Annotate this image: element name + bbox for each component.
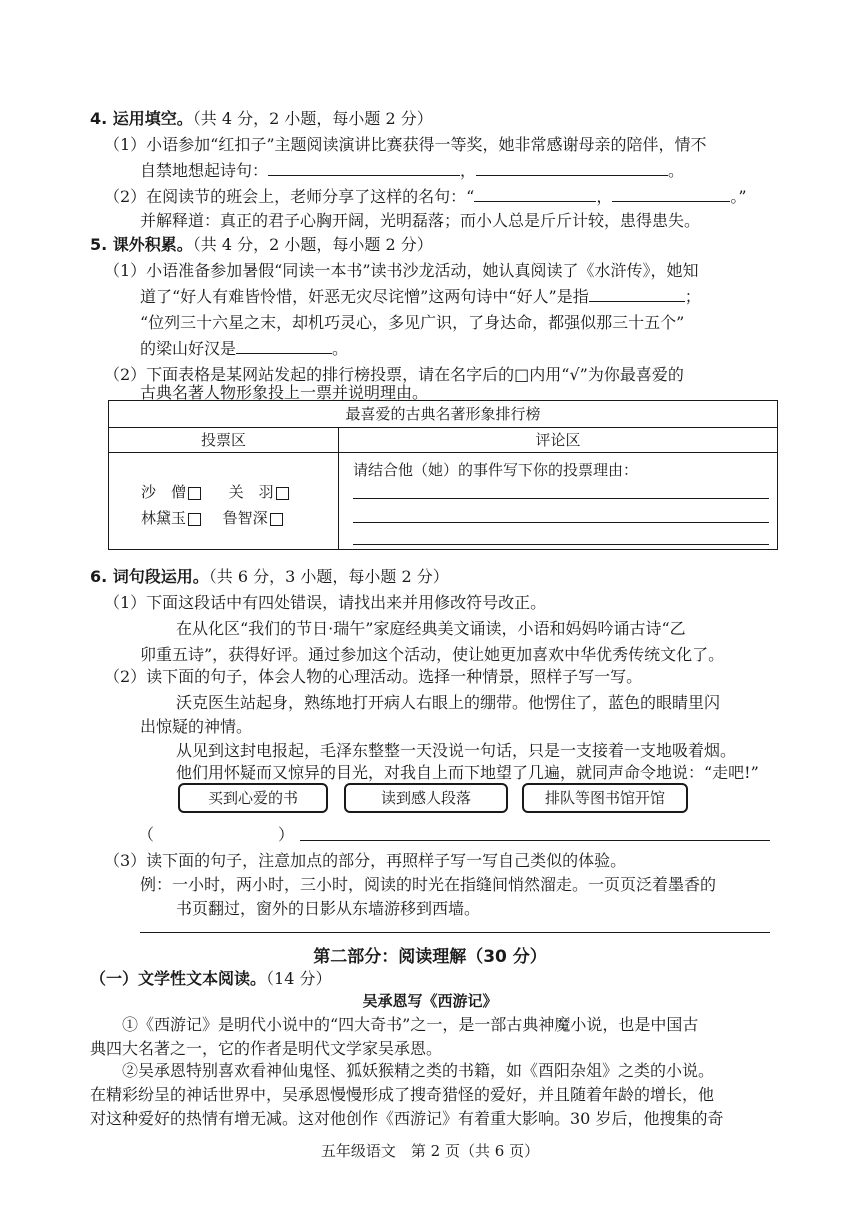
q5-item1-line4 — [140, 336, 348, 359]
answer-line[interactable] — [353, 522, 769, 523]
q4-item2-line2: 并解释道：真正的君子心胸开阔，光明磊落；而小人总是斤斤计较，患得患失。 — [140, 211, 701, 230]
table-caption: 最喜爱的古典名著形象排行榜 — [109, 401, 778, 428]
punct: 。” — [730, 187, 747, 206]
q6-score: （共 6 分，3 小题，每小题 2 分） — [208, 567, 449, 586]
q6-item2-para1: 沃克医生站起身，熟练地打开病人右眼上的绷带。他愣住了，蓝色的眼睛里闪 — [176, 693, 721, 712]
q5-score: （共 4 分，2 小题，每小题 2 分） — [192, 235, 433, 254]
section1-title: （一）文学性文本阅读。 — [90, 969, 267, 988]
answer-line[interactable] — [140, 932, 770, 933]
q6-item3-example1: 例：一小时，两小时，三小时，阅读的时光在指缝间悄然溜走。一页页泛着墨香的 — [140, 875, 717, 894]
q6-title: 6. 词句段运用。 — [90, 567, 209, 586]
q4-score: （共 4 分，2 小题，每小题 2 分） — [192, 109, 433, 128]
vote-name: 鲁智深 — [222, 509, 268, 527]
scenario-buy-book[interactable]: 买到心爱的书 — [178, 783, 328, 813]
q5-title: 5. 课外积累。 — [90, 235, 193, 254]
col-header-comment: 评论区 — [339, 428, 778, 453]
punct: ； — [684, 287, 701, 306]
vote-name: 沙 僧 — [141, 483, 187, 501]
q6-item1-para2: 卯重五诗”，获得好评。通过参加这个活动，使让她更加喜欢中华优秀传统文化了。 — [140, 645, 725, 664]
q6-item1: （1）下面这段话中有四处错误，请找出来并用修改符号改正。 — [104, 593, 547, 612]
vote-row — [141, 507, 283, 528]
article-p2-line2: 在精彩纷呈的神话世界中，吴承恩慢慢形成了搜奇猎怪的爱好，并且随着年龄的增长，他 — [90, 1085, 715, 1104]
answer-line[interactable] — [353, 544, 769, 545]
article-p2-line3: 对这种爱好的热情有增无减。这对他创作《西游记》有着重大影响。30 岁后，他搜集的奇 — [90, 1109, 724, 1128]
vote-area — [109, 453, 339, 550]
vote-name: 林黛玉 — [141, 509, 187, 527]
punct: 。 — [332, 339, 349, 358]
vote-checkbox[interactable] — [188, 513, 201, 526]
answer-blank[interactable] — [589, 287, 685, 302]
answer-blank[interactable] — [236, 339, 332, 354]
page-footer: 五年级语文 第 2 页（共 6 页） — [320, 1142, 540, 1160]
q5-item1-text: 道了“好人有难皆怜惜，奸恶无灾尽诧憎”这两句诗中“好人”是指 — [140, 287, 589, 306]
answer-line[interactable] — [300, 840, 770, 841]
q5-item2-line1: （2）下面表格是某网站发起的排行榜投票，请在名字后的□内用“√”为你最喜爱的 — [104, 365, 684, 384]
q4-item1-lead: 自禁地想起诗句： — [140, 161, 269, 180]
q5-heading — [90, 232, 433, 255]
article-p1-line1: ①《西游记》是明代小说中的“四大奇书”之一，是一部古典神魔小说，也是中国古 — [122, 1015, 699, 1034]
q6-item1-para1: 在从化区“我们的节日·瑞午”家庭经典美文诵读，小语和妈妈吟诵古诗“乙 — [176, 619, 686, 638]
vote-checkbox[interactable] — [276, 487, 289, 500]
q4-title: 4. 运用填空。 — [90, 109, 193, 128]
q5-item1-text2: 的梁山好汉是 — [140, 339, 237, 358]
scenario-library-queue[interactable]: 排队等图书馆开馆 — [522, 783, 688, 813]
q6-item3-example2: 书页翻过，窗外的日影从东墙游移到西墙。 — [176, 899, 481, 918]
vote-checkbox[interactable] — [270, 513, 283, 526]
article-p1-line2: 典四大名著之一，它的作者是明代文学家吴承恩。 — [90, 1039, 443, 1058]
q6-item2-para4: 他们用怀疑而又惊异的目光，对我自上而下地望了几遍，就同声命令地说：“走吧!” — [176, 763, 759, 782]
q6-item2-para2: 出惊疑的神情。 — [140, 717, 253, 736]
q4-item1-line2 — [140, 158, 684, 181]
q5-item1-line2 — [140, 284, 701, 307]
answer-blank[interactable] — [268, 161, 460, 176]
section1-heading — [90, 966, 331, 989]
answer-blank[interactable] — [476, 161, 668, 176]
vote-checkbox[interactable] — [188, 487, 201, 500]
comment-prompt: 请结合他（她）的事件写下你的投票理由： — [353, 461, 639, 479]
scenario-moving-passage[interactable]: 读到感人段落 — [344, 783, 508, 813]
vote-name: 关 羽 — [228, 483, 274, 501]
q5-item1-line1: （1）小语准备参加暑假“同读一本书”读书沙龙活动，她认真阅读了《水浒传》，她知 — [104, 261, 699, 280]
comment-area — [339, 453, 778, 550]
ranking-table — [108, 400, 778, 550]
part2-title: 第二部分：阅读理解（30 分） — [313, 947, 547, 967]
q4-item2-lead: （2）在阅读节的班会上，老师分享了这样的名句：“ — [104, 187, 475, 206]
vote-row — [141, 481, 289, 502]
q6-item3: （3）读下面的句子，注意加点的部分，再照样子写一写自己类似的体验。 — [104, 851, 627, 870]
q6-heading — [90, 564, 449, 587]
answer-paren-left: （ — [138, 825, 155, 844]
answer-blank[interactable] — [612, 187, 730, 202]
article-p2-line1: ②吴承恩特别喜欢看神仙鬼怪、狐妖猴精之类的书籍，如《酉阳杂俎》之类的小说。 — [122, 1061, 715, 1080]
col-header-vote: 投票区 — [109, 428, 339, 453]
q6-item2: （2）读下面的句子，体会人物的心理活动。选择一种情景，照样子写一写。 — [104, 667, 643, 686]
punct: 。 — [668, 161, 685, 180]
answer-line[interactable] — [353, 498, 769, 499]
punct: ， — [460, 161, 477, 180]
answer-blank[interactable] — [474, 187, 596, 202]
q4-item2-line1 — [104, 184, 747, 207]
answer-paren-right: ） — [278, 825, 295, 844]
q5-item2-line2: 古典名著人物形象投上一票并说明理由。 — [140, 383, 429, 402]
q4-heading — [90, 106, 433, 129]
article-title: 吴承恩写《西游记》 — [362, 992, 498, 1010]
punct: ， — [596, 187, 613, 206]
q5-item1-line3: “位列三十六星之末，却机巧灵心，多见广识，了身达命，都强似那三十五个” — [140, 313, 685, 332]
q6-item2-para3: 从见到这封电报起，毛泽东整整一天没说一句话，只是一支接着一支地吸着烟。 — [176, 741, 737, 760]
q4-item1-line1: （1）小语参加“红扣子”主题阅读演讲比赛获得一等奖，她非常感谢母亲的陪伴，情不 — [104, 135, 707, 154]
section1-score: （14 分） — [266, 969, 332, 988]
